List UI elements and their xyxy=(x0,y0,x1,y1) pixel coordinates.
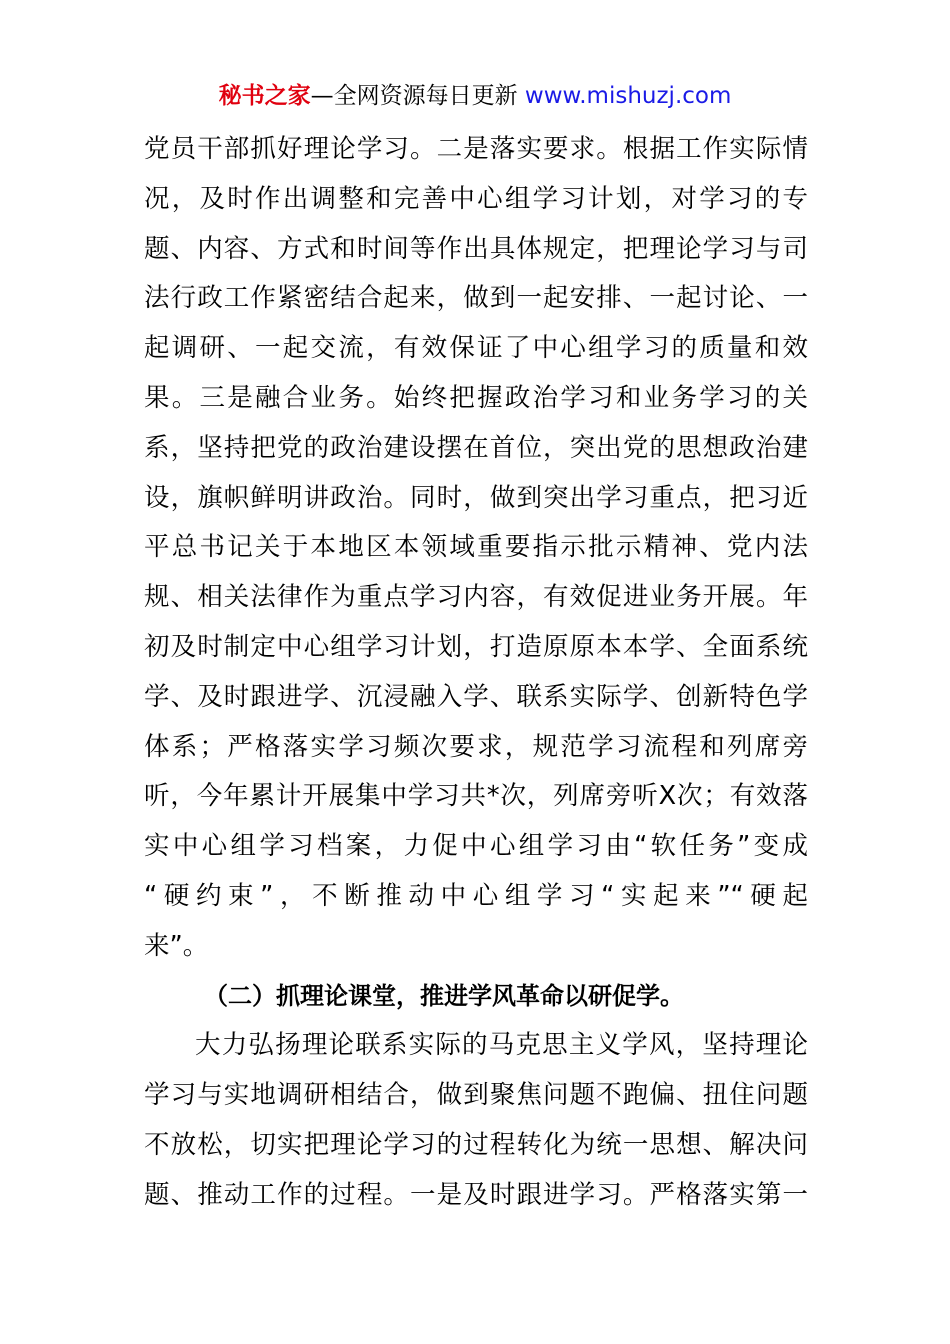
text-line: “硬约束”，不断推动中心组学习“实起来”“硬起 xyxy=(144,880,808,911)
document-body xyxy=(144,125,808,1221)
site-url[interactable]: www.mishuzj.com xyxy=(524,83,732,109)
text-line: 体系；严格落实学习频次要求，规范学习流程和列席旁 xyxy=(144,731,808,762)
text-line: 来”。 xyxy=(144,930,209,961)
text-line: 大力弘扬理论联系实际的马克思主义学风，坚持理论 xyxy=(195,1030,808,1061)
text-line: 题、推动工作的过程。一是及时跟进学习。严格落实第一 xyxy=(144,1179,808,1210)
text-line: 规、相关法律作为重点学习内容，有效促进业务开展。年 xyxy=(144,582,808,613)
text-line: 果。三是融合业务。始终把握政治学习和业务学习的关 xyxy=(144,382,808,413)
text-line: 起调研、一起交流，有效保证了中心组学习的质量和效 xyxy=(144,333,808,364)
section-heading: （二）抓理论课堂，推进学风革命以研促学。 xyxy=(204,981,684,1010)
text-line: 党员干部抓好理论学习。二是落实要求。根据工作实际情 xyxy=(144,134,808,164)
brand-name: 秘书之家 xyxy=(218,83,311,109)
text-line: 初及时制定中心组学习计划，打造原原本本学、全面系统 xyxy=(144,631,808,662)
text-line: 系，坚持把党的政治建设摆在首位，突出党的思想政治建 xyxy=(144,432,808,463)
text-line: 学、及时跟进学、沉浸融入学、联系实际学、创新特色学 xyxy=(144,681,808,712)
text-line: 听，今年累计开展集中学习共*次，列席旁听X次；有效落 xyxy=(144,781,808,812)
header-tagline: —全网资源每日更新 xyxy=(310,83,518,109)
text-line: 况，及时作出调整和完善中心组学习计划，对学习的专 xyxy=(144,183,808,214)
text-line: 设，旗帜鲜明讲政治。同时，做到突出学习重点，把习近 xyxy=(144,482,808,513)
text-line: 平总书记关于本地区本领域重要指示批示精神、党内法 xyxy=(144,532,808,563)
text-line: 题、内容、方式和时间等作出具体规定，把理论学习与司 xyxy=(144,233,808,264)
text-line: 学习与实地调研相结合，做到聚焦问题不跑偏、扭住问题 xyxy=(144,1080,808,1111)
site-header xyxy=(0,80,950,112)
text-line: 不放松，切实把理论学习的过程转化为统一思想、解决问 xyxy=(144,1129,808,1160)
text-line: 法行政工作紧密结合起来，做到一起安排、一起讨论、一 xyxy=(144,283,808,314)
text-line: 实中心组学习档案，力促中心组学习由“软任务”变成 xyxy=(144,831,808,862)
